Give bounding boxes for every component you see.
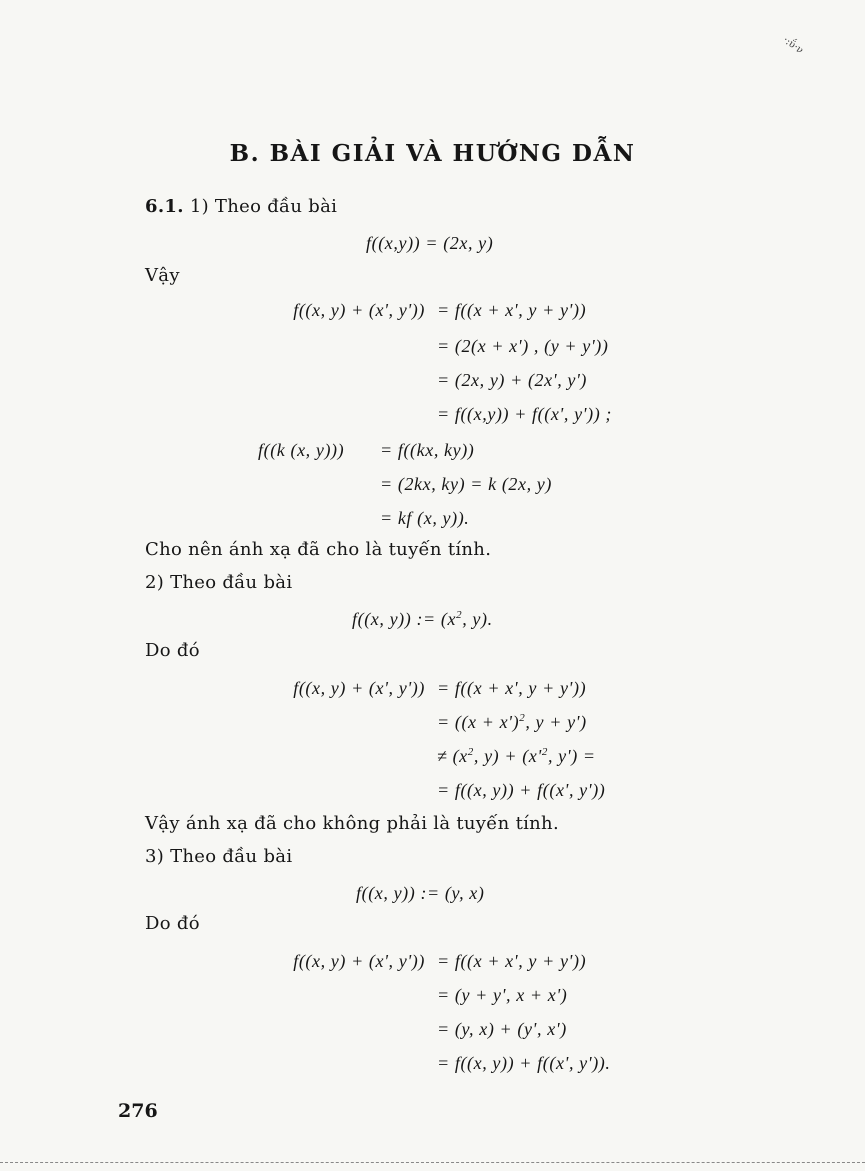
part-2-conclusion: Vậy ánh xạ đã cho không phải là tuyến tính. — [145, 813, 559, 834]
part-1-vay: Vậy — [145, 265, 180, 286]
page-number: 276 — [118, 1100, 158, 1122]
part-3-lhs: f((x, y) + (x', y')) — [293, 951, 425, 971]
part-2-do-do: Do đó — [145, 640, 200, 661]
part-2-lhs: f((x, y) + (x', y')) — [293, 678, 425, 698]
exercise-number: 6.1. — [145, 196, 184, 217]
part-2-line-3-exponent-2: 2 — [541, 746, 548, 758]
part-2-def-exponent: 2 — [456, 609, 463, 621]
exercise-heading-6-1 — [145, 196, 337, 217]
part-2-line-2-exponent: 2 — [519, 712, 526, 724]
part-2-line-3-b: , y) + (x' — [473, 746, 542, 766]
section-title: B. BÀI GIẢI VÀ HƯỚNG DẪN — [229, 140, 636, 167]
part-1-homogeneity-lhs: f((k (x, y))) — [258, 440, 345, 460]
part-2-line-4: = f((x, y)) + f((x', y')) — [437, 780, 606, 800]
part-2-definition — [352, 609, 493, 630]
part-2-line-3-c: , y') = — [547, 746, 596, 766]
part-1-homogeneity-line-3: = kf (x, y)). — [380, 508, 470, 528]
part-1-additivity-lhs: f((x, y) + (x', y')) — [293, 300, 425, 320]
part-2-def-b: , y). — [462, 609, 493, 629]
part-3-line-3: = (y, x) + (y', x') — [437, 1019, 567, 1039]
part-1-additivity-line-3: = (2x, y) + (2x', y') — [437, 370, 588, 390]
part-1-additivity-line-2: = (2(x + x') , (y + y')) — [437, 336, 609, 356]
part-2-intro: 2) Theo đầu bài — [145, 572, 293, 593]
part-3-do-do: Do đó — [145, 913, 200, 934]
part-1-intro: 1) Theo đầu bài — [189, 196, 338, 217]
part-1-definition: f((x,y)) = (2x, y) — [366, 233, 494, 253]
part-1-conclusion: Cho nên ánh xạ đã cho là tuyến tính. — [145, 539, 492, 560]
part-1-additivity-line-4: = f((x,y)) + f((x', y')) ; — [437, 404, 612, 424]
part-2-line-3 — [437, 746, 596, 767]
part-2-line-2-a: = ((x + x') — [437, 712, 520, 732]
part-1-homogeneity-line-2: = (2kx, ky) = k (2x, y) — [380, 474, 552, 494]
bottom-rule — [0, 1162, 865, 1163]
part-1-additivity-line-1: = f((x + x', y + y')) — [437, 300, 587, 320]
part-2-line-2-b: , y + y') — [525, 712, 587, 732]
part-2-line-3-a: ≠ (x — [437, 746, 468, 766]
part-3-definition: f((x, y)) := (y, x) — [356, 883, 485, 903]
part-1-homogeneity-line-1: = f((kx, ky)) — [380, 440, 475, 460]
part-3-line-1: = f((x + x', y + y')) — [437, 951, 587, 971]
part-2-line-1: = f((x + x', y + y')) — [437, 678, 587, 698]
part-3-line-4: = f((x, y)) + f((x', y')). — [437, 1053, 611, 1073]
part-3-line-2: = (y + y', x + x') — [437, 985, 568, 1005]
part-3-intro: 3) Theo đầu bài — [145, 846, 293, 867]
part-2-line-3-exponent-1: 2 — [467, 746, 474, 758]
corner-mark: ·:ΰ·ν — [780, 34, 806, 57]
part-2-def-a: f((x, y)) := (x — [352, 609, 457, 629]
part-2-line-2 — [437, 712, 587, 733]
